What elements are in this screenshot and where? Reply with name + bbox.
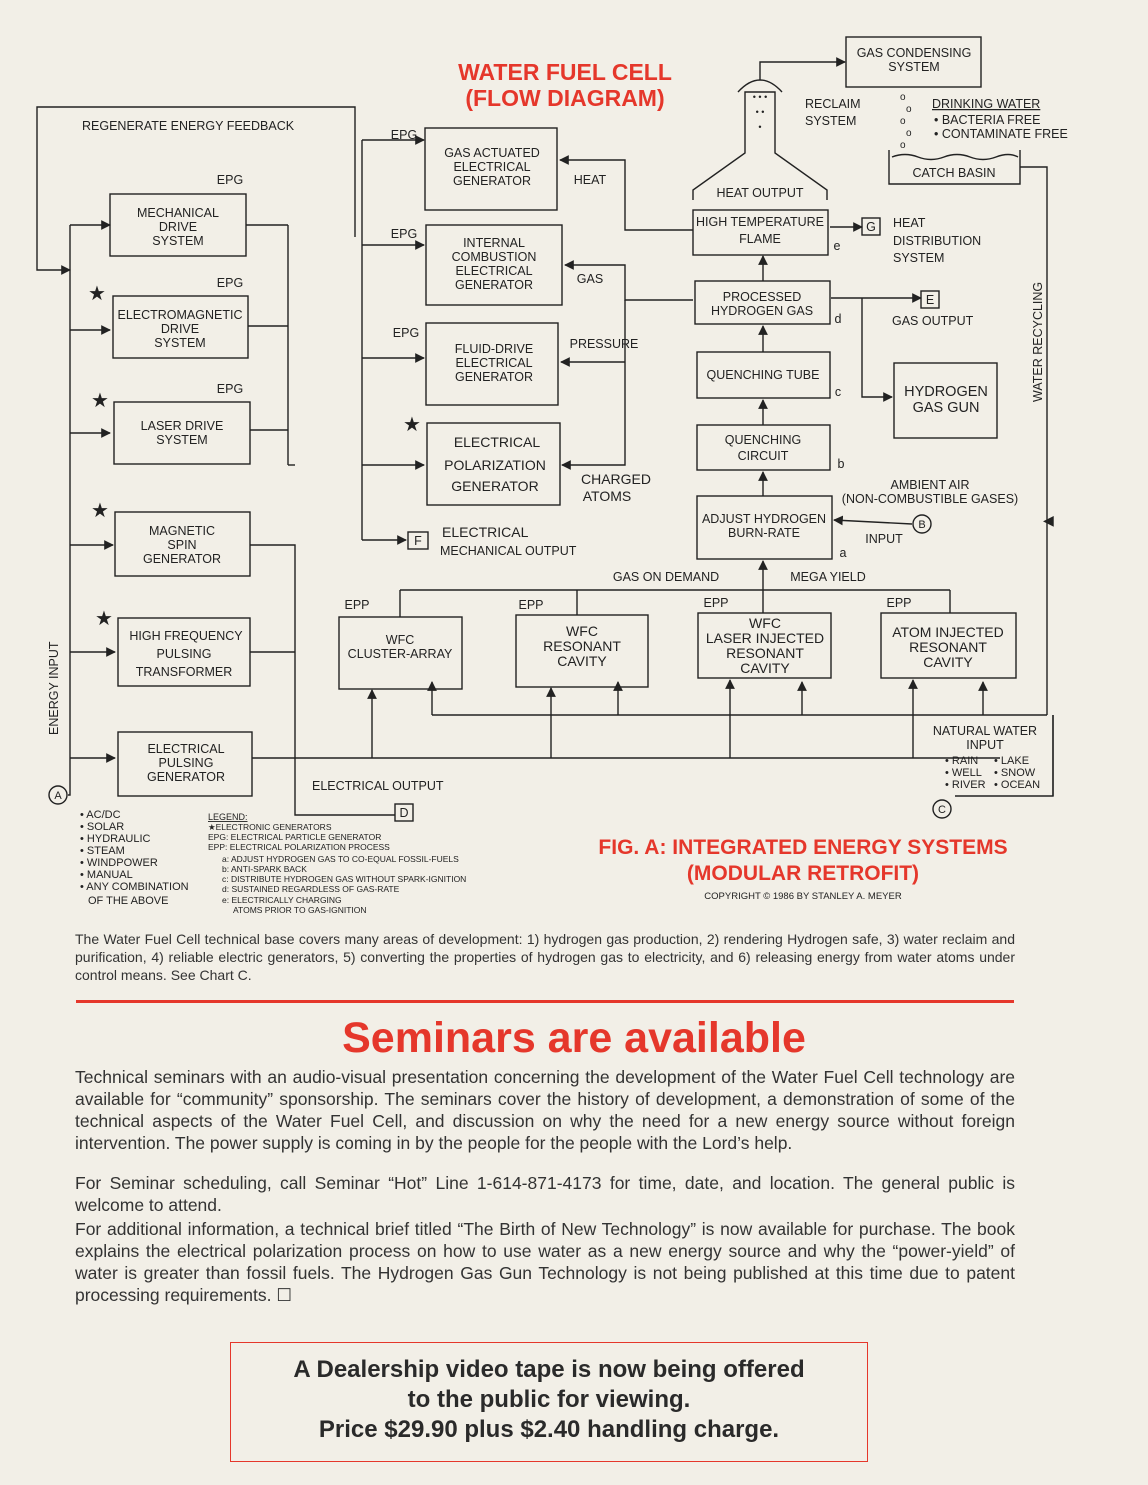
svg-text:LEGEND:: LEGEND: [208,812,248,822]
svg-text:DISTRIBUTION: DISTRIBUTION [893,234,982,248]
atom-injected-cavity [881,596,1016,678]
seminar-paragraph-1: Technical seminars with an audio-visual presentation concerning the development of the Water Fuel Cell technology are available for “community” sponsorship. The seminars cover the history of development, a demonstration of some of the technical aspects of the Water Fuel Cell, and discussion on why the need for a new energy source without foreign intervention. The power supply is coming in by the people for the people with the Lord’s help. [75,1067,1015,1153]
seminar-paragraph-3: For additional information, a technical brief titled “The Birth of New Technology” is now available for purchase. The book explains the electrical polarization process on how to use water as a new energy source and why the “power-yield” of water is greater than fossil fuels. The Hydrogen Gas Gun Technology is not being published at this time due to patent processing requirements. ☐ [75,1219,1015,1305]
svg-text:• ANY COMBINATION: • ANY COMBINATION [80,881,189,893]
svg-text:• HYDRAULIC: • HYDRAULIC [80,833,151,845]
svg-text:• SOLAR: • SOLAR [80,821,125,833]
svg-text:MECHANICAL: MECHANICAL [137,206,219,220]
svg-text:o: o [906,104,912,115]
svg-text:ELECTRICAL: ELECTRICAL [453,160,531,174]
svg-text:COMBUSTION: COMBUSTION [451,250,537,264]
svg-text:DRINKING WATER: DRINKING WATER [932,97,1041,111]
svg-text:• WELL: • WELL [945,767,982,779]
svg-text:PRESSURE: PRESSURE [569,337,639,351]
feedback-label: REGENERATE ENERGY FEEDBACK [82,119,295,133]
svg-text:SYSTEM: SYSTEM [152,234,204,248]
svg-text:INTERNAL: INTERNAL [463,236,525,250]
reclaim-system [693,62,861,200]
svg-text:NATURAL WATER: NATURAL WATER [932,724,1038,738]
svg-text:G: G [866,220,876,234]
svg-text:EPG: EPG [390,227,418,241]
diagram-title-line2: (FLOW DIAGRAM) [465,85,665,111]
svg-text:TRANSFORMER: TRANSFORMER [135,665,233,679]
svg-text:ELECTRICAL: ELECTRICAL [455,264,533,278]
svg-text:EPG: EPG [216,276,244,290]
svg-text:ATOMS PRIOR TO GAS-IGNITION: ATOMS PRIOR TO GAS-IGNITION [233,905,367,915]
svg-text:WFC: WFC [749,615,781,631]
svg-text:• OCEAN: • OCEAN [994,779,1041,791]
svg-text:c: c [834,385,842,399]
svg-text:LASER INJECTED: LASER INJECTED [705,630,825,646]
svg-text:GENERATOR: GENERATOR [452,174,532,188]
svg-text:CLUSTER-ARRAY: CLUSTER-ARRAY [347,647,453,661]
svg-text:b: b [837,457,845,471]
svg-text:SPIN: SPIN [167,538,197,552]
svg-text:★ELECTRONIC GENERATORS: ★ELECTRONIC GENERATORS [208,822,332,832]
svg-text:•: • [758,122,762,132]
svg-text:GAS OUTPUT: GAS OUTPUT [892,314,974,328]
chain-processed-hydrogen [695,281,842,326]
copyright: COPYRIGHT © 1986 BY STANLEY A. MEYER [704,891,902,902]
svg-text:POLARIZATION: POLARIZATION [444,457,546,473]
svg-text:AMBIENT AIR: AMBIENT AIR [890,478,970,492]
svg-text:HYDROGEN: HYDROGEN [904,384,988,400]
heat-distribution-system [830,216,981,265]
svg-text:DRIVE: DRIVE [160,322,200,336]
svg-text:ELECTRICAL OUTPUT: ELECTRICAL OUTPUT [312,779,444,793]
svg-text:SYSTEM: SYSTEM [156,433,208,447]
svg-text:• SNOW: • SNOW [994,767,1036,779]
svg-text:QUENCHING: QUENCHING [724,433,802,447]
svg-text:PULSING: PULSING [158,756,214,770]
svg-text:GAS GUN: GAS GUN [912,400,980,416]
generator-fluid-drive [393,323,639,405]
svg-text:ATOMS: ATOMS [582,488,632,504]
dealership-offer-box [230,1342,868,1462]
svg-text:D: D [399,806,409,820]
svg-text:OF THE ABOVE: OF THE ABOVE [88,895,169,907]
left-system-hf-transformer [95,608,250,686]
svg-text:o: o [906,128,912,139]
svg-text:GENERATOR: GENERATOR [454,278,534,292]
svg-text:GAS: GAS [576,272,604,286]
svg-text:CATCH BASIN: CATCH BASIN [912,166,996,180]
svg-text:BURN-RATE: BURN-RATE [728,526,800,540]
svg-text:a: a [839,546,847,560]
legend [208,812,466,915]
svg-text:CAVITY: CAVITY [740,660,790,676]
offer-line-2: to the public for viewing. [407,1386,691,1413]
diagram-caption: The Water Fuel Cell technical base covers many areas of development: 1) hydrogen gas production, 2) rendering Hydrogen safe, 3) water reclaim and purification, 4) reliable electric generators, 5) converting the properties of hydrogen gas to electricity, and 6) releasing energy from water atoms under control means. See Chart C. [75,931,1015,983]
svg-text:• CONTAMINATE FREE: • CONTAMINATE FREE [934,127,1068,141]
svg-text:EPG: ELECTRICAL PARTICLE GENER: EPG: ELECTRICAL PARTICLE GENERATOR [208,832,382,842]
svg-text:GENERATOR: GENERATOR [142,552,222,566]
star-icon: ★ [95,608,113,630]
svg-text:GENERATOR: GENERATOR [146,770,226,784]
svg-text:ELECTROMAGNETIC: ELECTROMAGNETIC [117,308,243,322]
svg-text:B: B [918,519,926,531]
svg-text:RESONANT: RESONANT [909,639,987,655]
svg-text:CAVITY: CAVITY [923,654,973,670]
star-icon: ★ [88,283,106,305]
svg-text:ELECTRICAL: ELECTRICAL [453,434,541,450]
svg-text:• AC/DC: • AC/DC [80,809,121,821]
svg-text:HEAT: HEAT [573,173,607,187]
svg-text:EPP: EPP [703,596,729,610]
wfc-laser-injected-cavity [698,596,831,678]
svg-text:GAS CONDENSING: GAS CONDENSING [856,46,972,60]
svg-text:HEAT: HEAT [893,216,926,230]
svg-text:GAS ACTUATED: GAS ACTUATED [444,146,540,160]
chain-quenching-circuit [697,425,845,471]
svg-text:• BACTERIA FREE: • BACTERIA FREE [934,113,1041,127]
svg-text:EPP: EPP [344,598,370,612]
svg-text:QUENCHING TUBE: QUENCHING TUBE [706,368,820,382]
catch-basin [889,150,1020,184]
svg-text:EPP: ELECTRICAL POLARIZATION P: EPP: ELECTRICAL POLARIZATION PROCESS [208,842,390,852]
ambient-air-input [834,478,1018,546]
wfc-resonant-cavity [516,598,648,687]
svg-text:WFC: WFC [566,623,598,639]
svg-text:ELECTRICAL: ELECTRICAL [147,742,225,756]
svg-text:• LAKE: • LAKE [994,755,1030,767]
chain-quenching-tube [697,352,841,399]
svg-text:GENERATOR: GENERATOR [454,370,534,384]
svg-text:HIGH TEMPERATURE: HIGH TEMPERATURE [695,215,825,229]
svg-text:c: DISTRIBUTE HYDROGEN GAS WIT: c: DISTRIBUTE HYDROGEN GAS WITHOUT SPARK-IGNITION [222,874,467,884]
left-system-laser [91,382,250,464]
energy-sources [49,786,189,907]
water-recycling-arrow-icon: ◀ [1043,512,1054,528]
svg-text:SYSTEM: SYSTEM [888,60,940,74]
svg-text:A: A [54,790,62,802]
water-recycling-line [1020,167,1047,715]
star-icon: ★ [91,390,109,412]
svg-text:b: ANTI-SPARK BACK: b: ANTI-SPARK BACK [222,864,307,874]
svg-text:ELECTRICAL: ELECTRICAL [455,356,533,370]
svg-text:d: d [834,312,842,326]
drinking-water [900,92,1068,151]
left-system-pulsing-generator [118,732,252,796]
svg-text:DRIVE: DRIVE [158,220,198,234]
left-system-magnetic-spin [91,500,250,576]
left-system-electromagnetic [88,276,248,358]
svg-text:FLUID-DRIVE: FLUID-DRIVE [454,342,534,356]
svg-text:E: E [925,293,935,307]
energy-input-label: ENERGY INPUT [47,641,61,735]
svg-text:MAGNETIC: MAGNETIC [149,524,215,538]
svg-text:EPG: EPG [216,382,244,396]
svg-text:e: e [833,239,841,253]
red-divider [76,1000,1014,1003]
svg-text:C: C [938,804,946,816]
svg-text:EPG: EPG [390,128,418,142]
seminar-paragraph-2: For Seminar scheduling, call Seminar “Hot” Line 1-614-871-4173 for time, date, and location. The general public is welcome to attend. [75,1173,1015,1215]
svg-text:CIRCUIT: CIRCUIT [737,449,789,463]
svg-text:a: ADJUST HYDROGEN GAS TO CO-E: a: ADJUST HYDROGEN GAS TO CO-EQUAL FOSSIL-FUELS [222,854,459,864]
fig-title-line2: (MODULAR RETROFIT) [686,862,920,885]
svg-text:• RAIN: • RAIN [945,755,979,767]
svg-text:o: o [900,92,906,103]
svg-text:EPP: EPP [518,598,544,612]
svg-text:o: o [900,116,906,127]
water-recycling-label: WATER RECYCLING [1031,281,1045,402]
svg-text:ADJUST HYDROGEN: ADJUST HYDROGEN [701,512,827,526]
electrical-mechanical-output [408,524,577,558]
svg-text:EPG: EPG [216,173,244,187]
svg-text:PROCESSED: PROCESSED [722,290,802,304]
gas-bubbles-icon: • • • [752,92,768,102]
chain-flame [693,210,841,255]
svg-text:GENERATOR: GENERATOR [451,478,539,494]
svg-text:SYSTEM: SYSTEM [893,251,945,265]
generator-electrical-polarization [403,414,651,505]
svg-text:PULSING: PULSING [156,647,212,661]
svg-text:(NON-COMBUSTIBLE GASES): (NON-COMBUSTIBLE GASES) [841,492,1019,506]
svg-text:MECHANICAL OUTPUT: MECHANICAL OUTPUT [440,544,577,558]
offer-line-3: Price $29.90 plus $2.40 handling charge. [318,1416,780,1443]
svg-text:EPP: EPP [886,596,912,610]
svg-text:SYSTEM: SYSTEM [805,114,857,128]
svg-text:• STEAM: • STEAM [80,845,125,857]
gas-condensing-system [846,37,981,87]
fig-title-line1: FIG. A: INTEGRATED ENERGY SYSTEMS [598,836,1008,859]
svg-text:• •: • • [755,107,765,117]
svg-text:HEAT OUTPUT: HEAT OUTPUT [716,186,804,200]
svg-text:• RIVER: • RIVER [945,779,986,791]
svg-text:FLAME: FLAME [739,232,781,246]
svg-text:d: SUSTAINED REGARDLESS OF GAS: d: SUSTAINED REGARDLESS OF GAS-RATE [222,884,400,894]
svg-text:INPUT: INPUT [966,738,1004,752]
svg-text:INPUT: INPUT [865,532,903,546]
offer-line-1: A Dealership video tape is now being offered [293,1356,805,1383]
svg-text:ATOM INJECTED: ATOM INJECTED [892,624,1004,640]
svg-text:o: o [900,140,906,151]
svg-text:• MANUAL: • MANUAL [80,869,133,881]
svg-text:ELECTRICAL: ELECTRICAL [442,524,529,540]
diagram-title-line1: WATER FUEL CELL [458,59,672,85]
svg-text:RESONANT: RESONANT [543,638,621,654]
svg-text:e: ELECTRICALLY CHARGING: e: ELECTRICALLY CHARGING [222,895,342,905]
svg-text:HYDROGEN GAS: HYDROGEN GAS [710,304,814,318]
svg-text:WFC: WFC [385,633,415,647]
chain-adjust-burn-rate [697,496,847,560]
svg-text:F: F [414,534,422,548]
svg-text:EPG: EPG [392,326,420,340]
svg-text:RECLAIM: RECLAIM [805,97,861,111]
natural-water-input [933,724,1040,818]
svg-text:• WINDPOWER: • WINDPOWER [80,857,158,869]
mega-yield-label: MEGA YIELD [790,570,866,584]
star-icon: ★ [403,414,421,436]
svg-text:HIGH FREQUENCY: HIGH FREQUENCY [129,629,243,643]
left-system-mechanical [110,173,246,256]
svg-text:LASER DRIVE: LASER DRIVE [140,419,224,433]
seminar-heading: Seminars are available [342,1014,806,1062]
star-icon: ★ [91,500,109,522]
svg-text:CHARGED: CHARGED [580,471,652,487]
gas-output [831,291,974,328]
svg-text:RESONANT: RESONANT [726,645,804,661]
svg-text:CAVITY: CAVITY [557,653,607,669]
svg-text:SYSTEM: SYSTEM [154,336,206,350]
gas-on-demand-label: GAS ON DEMAND [612,570,720,584]
